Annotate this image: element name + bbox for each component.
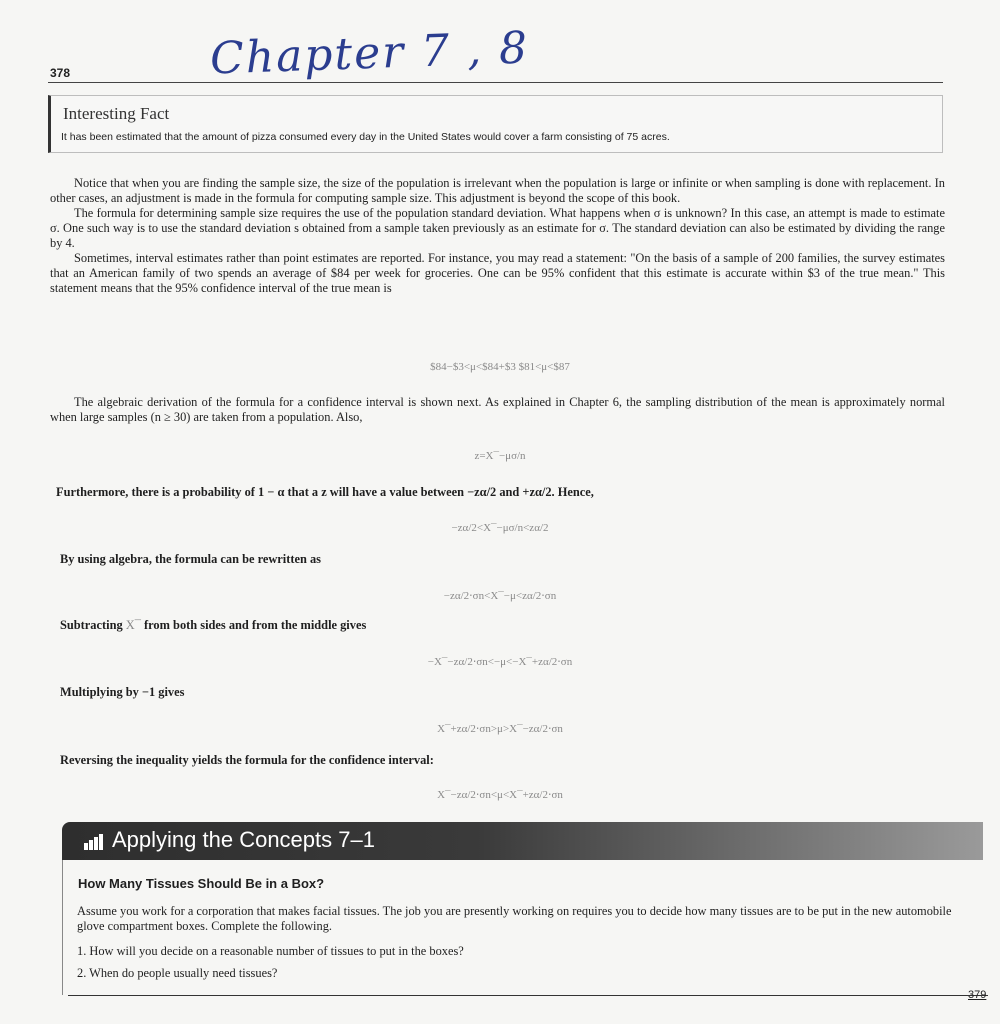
text-furthermore: Furthermore, there is a probability of 1 − α that a z will have a value between −zα/2 and +zα/2. Hence, <box>56 485 594 499</box>
text-subtracting-xbar: X¯ <box>125 618 141 632</box>
interesting-fact-box <box>48 95 943 153</box>
formula-step-2: −zα/2⋅σn<X¯−μ<zα/2⋅σn <box>443 590 557 602</box>
formula-step-4: X¯+zα/2⋅σn>μ>X¯−zα/2⋅σn <box>437 723 563 735</box>
text-multiplying: Multiplying by −1 gives <box>60 685 185 699</box>
header-rule <box>48 82 943 83</box>
page-number-bottom: 379 <box>968 989 987 1001</box>
concept-item-1: 1. How will you decide on a reasonable number of tissues to put in the boxes? <box>77 944 464 958</box>
applying-concepts-banner <box>62 822 983 860</box>
text-subtracting-b: from both sides and from the middle gives <box>144 618 367 632</box>
text-reversing: Reversing the inequality yields the formula for the confidence interval: <box>60 753 434 767</box>
fact-title: Interesting Fact <box>63 104 170 123</box>
text-by-algebra: By using algebra, the formula can be rewritten as <box>60 552 321 566</box>
applying-concepts-title: Applying the Concepts 7–1 <box>112 827 375 852</box>
text-subtracting <box>60 618 366 633</box>
concept-item-2: 2. When do people usually need tissues? <box>77 966 278 980</box>
fact-text: It has been estimated that the amount of pizza consumed every day in the United States would cover a farm consisting of 75 acres. <box>61 131 670 143</box>
paragraph-derivation: The algebraic derivation of the formula for a confidence interval is shown next. As explained in Chapter 6, the sampling distribution of the mean is approximately normal when large samples (n ≥ 30) are taken from a population. Also, <box>50 395 945 424</box>
formula-z-score: z=X¯−μσ/n <box>474 450 526 462</box>
concept-question-title: How Many Tissues Should Be in a Box? <box>78 876 325 891</box>
concept-description: Assume you work for a corporation that makes facial tissues. The job you are presently working on requires you to decide how many tissues are to be put in the new automobile glove compartment boxes. Complete the following. <box>77 904 952 933</box>
paragraph-sample-size: Notice that when you are finding the sample size, the size of the population is irrelevant when the population is large or infinite or when sampling is done with replacement. In other cases, an adjustment is made in the formula for computing sample size. This adjustment is beyond the scope of this book. <box>50 176 945 205</box>
bar-chart-icon <box>84 834 104 850</box>
formula-confidence-interval: X¯−zα/2⋅σn<μ<X¯+zα/2⋅σn <box>437 789 563 801</box>
formula-step-3: −X¯−zα/2⋅σn<−μ<−X¯+zα/2⋅σn <box>427 656 573 668</box>
paragraph-std-deviation: The formula for determining sample size requires the use of the population standard deviation. What happens when σ is unknown? In this case, an attempt is made to estimate σ. One such way is to use the standard deviation s obtained from a sample taken previously as an estimate for σ. The standard deviation can also be estimated by dividing the range by 4. <box>50 206 945 250</box>
paragraph-interval-estimates: Sometimes, interval estimates rather than point estimates are reported. For instance, you may read a statement: "On the basis of a sample of 200 families, the survey estimates that an American family of two spends an average of $84 per week for groceries. One can be 95% confident that this estimate is accurate within $3 of the true mean." This statement means that the 95% confidence interval of the true mean is <box>50 251 945 295</box>
intro-paragraphs <box>50 176 945 296</box>
formula-interval-example: $84−$3<μ<$84+$3 $81<μ<$87 <box>430 361 570 373</box>
page-number-top: 378 <box>50 66 71 80</box>
footer-rule <box>68 995 988 996</box>
handwritten-note: Chapter 7 , 8 <box>209 22 530 85</box>
formula-step-1: −zα/2<X¯−μσ/n<zα/2 <box>451 522 549 534</box>
text-subtracting-a: Subtracting <box>60 618 123 632</box>
derivation-paragraph <box>50 395 945 425</box>
